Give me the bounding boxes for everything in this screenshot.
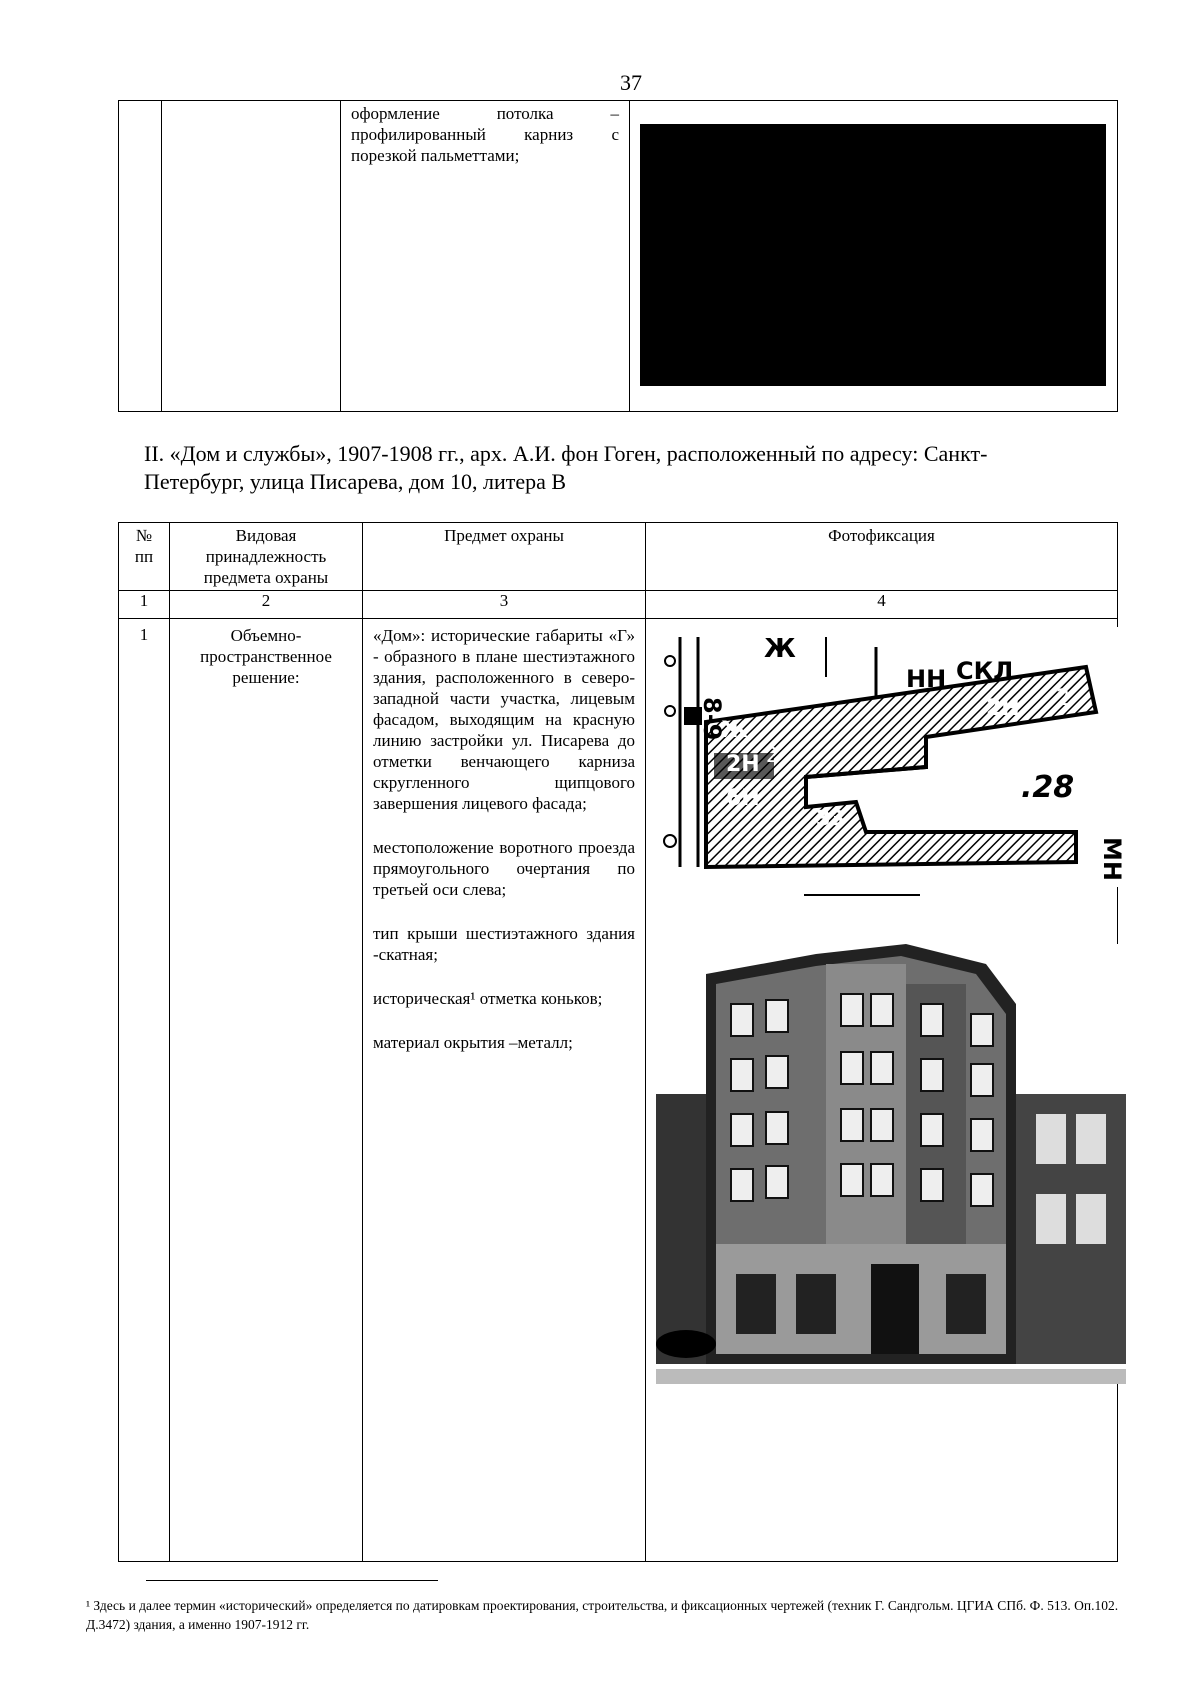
row-subject bbox=[363, 619, 646, 1562]
subject-item-ridge-mark: историческая¹ отметка коньков; bbox=[373, 989, 603, 1008]
row-photo bbox=[646, 619, 1126, 1562]
building-photo bbox=[656, 944, 1126, 1384]
map-label-6n: 6Н bbox=[726, 786, 760, 811]
col-header-category: Видовая принадлежность предмета охраны bbox=[170, 523, 363, 591]
map-label-28: .28 bbox=[1021, 770, 1075, 805]
subject-item-dimensions: «Дом»: исторические габариты «Г» - образного в плане шестиэтажного здания, расположенного в северо-западной части участка, лицевым фасадом, выходящим на красную линию застройки ул. Писарева до отметки венчающего карниза скругленного щипцового завершения лицевого фасада; bbox=[373, 626, 635, 813]
table-cell-num bbox=[119, 101, 162, 412]
page-number: 37 bbox=[620, 70, 642, 95]
site-plan-map bbox=[656, 627, 1126, 887]
map-label-2: 2 bbox=[1056, 686, 1070, 711]
subject-item-roof-material: материал окрытия –металл; bbox=[373, 1033, 573, 1052]
map-underline bbox=[804, 894, 920, 896]
col-number-2: 2 bbox=[170, 591, 363, 619]
col-header-number: № пп bbox=[119, 523, 170, 591]
col-header-subject: Предмет охраны bbox=[363, 523, 646, 591]
protection-table bbox=[118, 522, 1126, 1562]
row-category: Объемно-пространственное решение: bbox=[170, 619, 363, 1562]
map-label-zh: Ж bbox=[764, 634, 796, 664]
map-label-2n: 2Н bbox=[986, 696, 1020, 721]
map-label-skl: СКЛ bbox=[956, 657, 1014, 685]
table-row bbox=[119, 619, 1118, 1562]
map-label-2-b: 2 bbox=[766, 743, 779, 767]
map-label-mn: МН bbox=[1098, 837, 1126, 881]
photo-redacted bbox=[640, 124, 1106, 386]
col-header-photo: Фотофиксация bbox=[646, 523, 1118, 591]
map-label-nn: НН bbox=[906, 665, 947, 693]
footnote-separator bbox=[146, 1580, 438, 1581]
map-label-2n-2: 2Н bbox=[726, 752, 760, 777]
ceiling-description: оформление потолка – профилированный карниз с порезкой пальметтами; bbox=[351, 104, 619, 165]
section-heading: II. «Дом и службы», 1907-1908 гг., арх. А.И. фон Гоген, расположенный по адресу: Санкт-Петербург, улица Писарева, дом 10, литера В bbox=[144, 441, 988, 494]
subject-item-gateway: местоположение воротного проезда прямоугольного очертания по третьей оси слева; bbox=[373, 838, 635, 899]
table-header-row bbox=[119, 523, 1118, 591]
col-number-4: 4 bbox=[646, 591, 1118, 619]
map-label-zh-2: Ж bbox=[721, 718, 748, 743]
table-cell-category bbox=[162, 101, 341, 412]
map-label-zz: ЗЗ bbox=[816, 806, 845, 830]
subject-item-roof-type: тип крыши шестиэтажного здания -скатная; bbox=[373, 924, 635, 964]
row-number: 1 bbox=[119, 619, 170, 1562]
gateway-arch bbox=[871, 1264, 919, 1354]
map-label-street-number: 8-9 bbox=[698, 697, 726, 741]
col-number-1: 1 bbox=[119, 591, 170, 619]
footnote: ¹ Здесь и далее термин «исторический» определяется по датировкам проектирования, строительства, и фиксационных чертежей (техник Г. Сандгольм. ЦГИА СПб. Ф. 513. Оп.102. Д.3472) здания, а именно 1907-1912 гг. bbox=[86, 1598, 1119, 1632]
table-number-row bbox=[119, 591, 1118, 619]
col-number-3: 3 bbox=[363, 591, 646, 619]
table-cell-subject bbox=[341, 101, 630, 412]
